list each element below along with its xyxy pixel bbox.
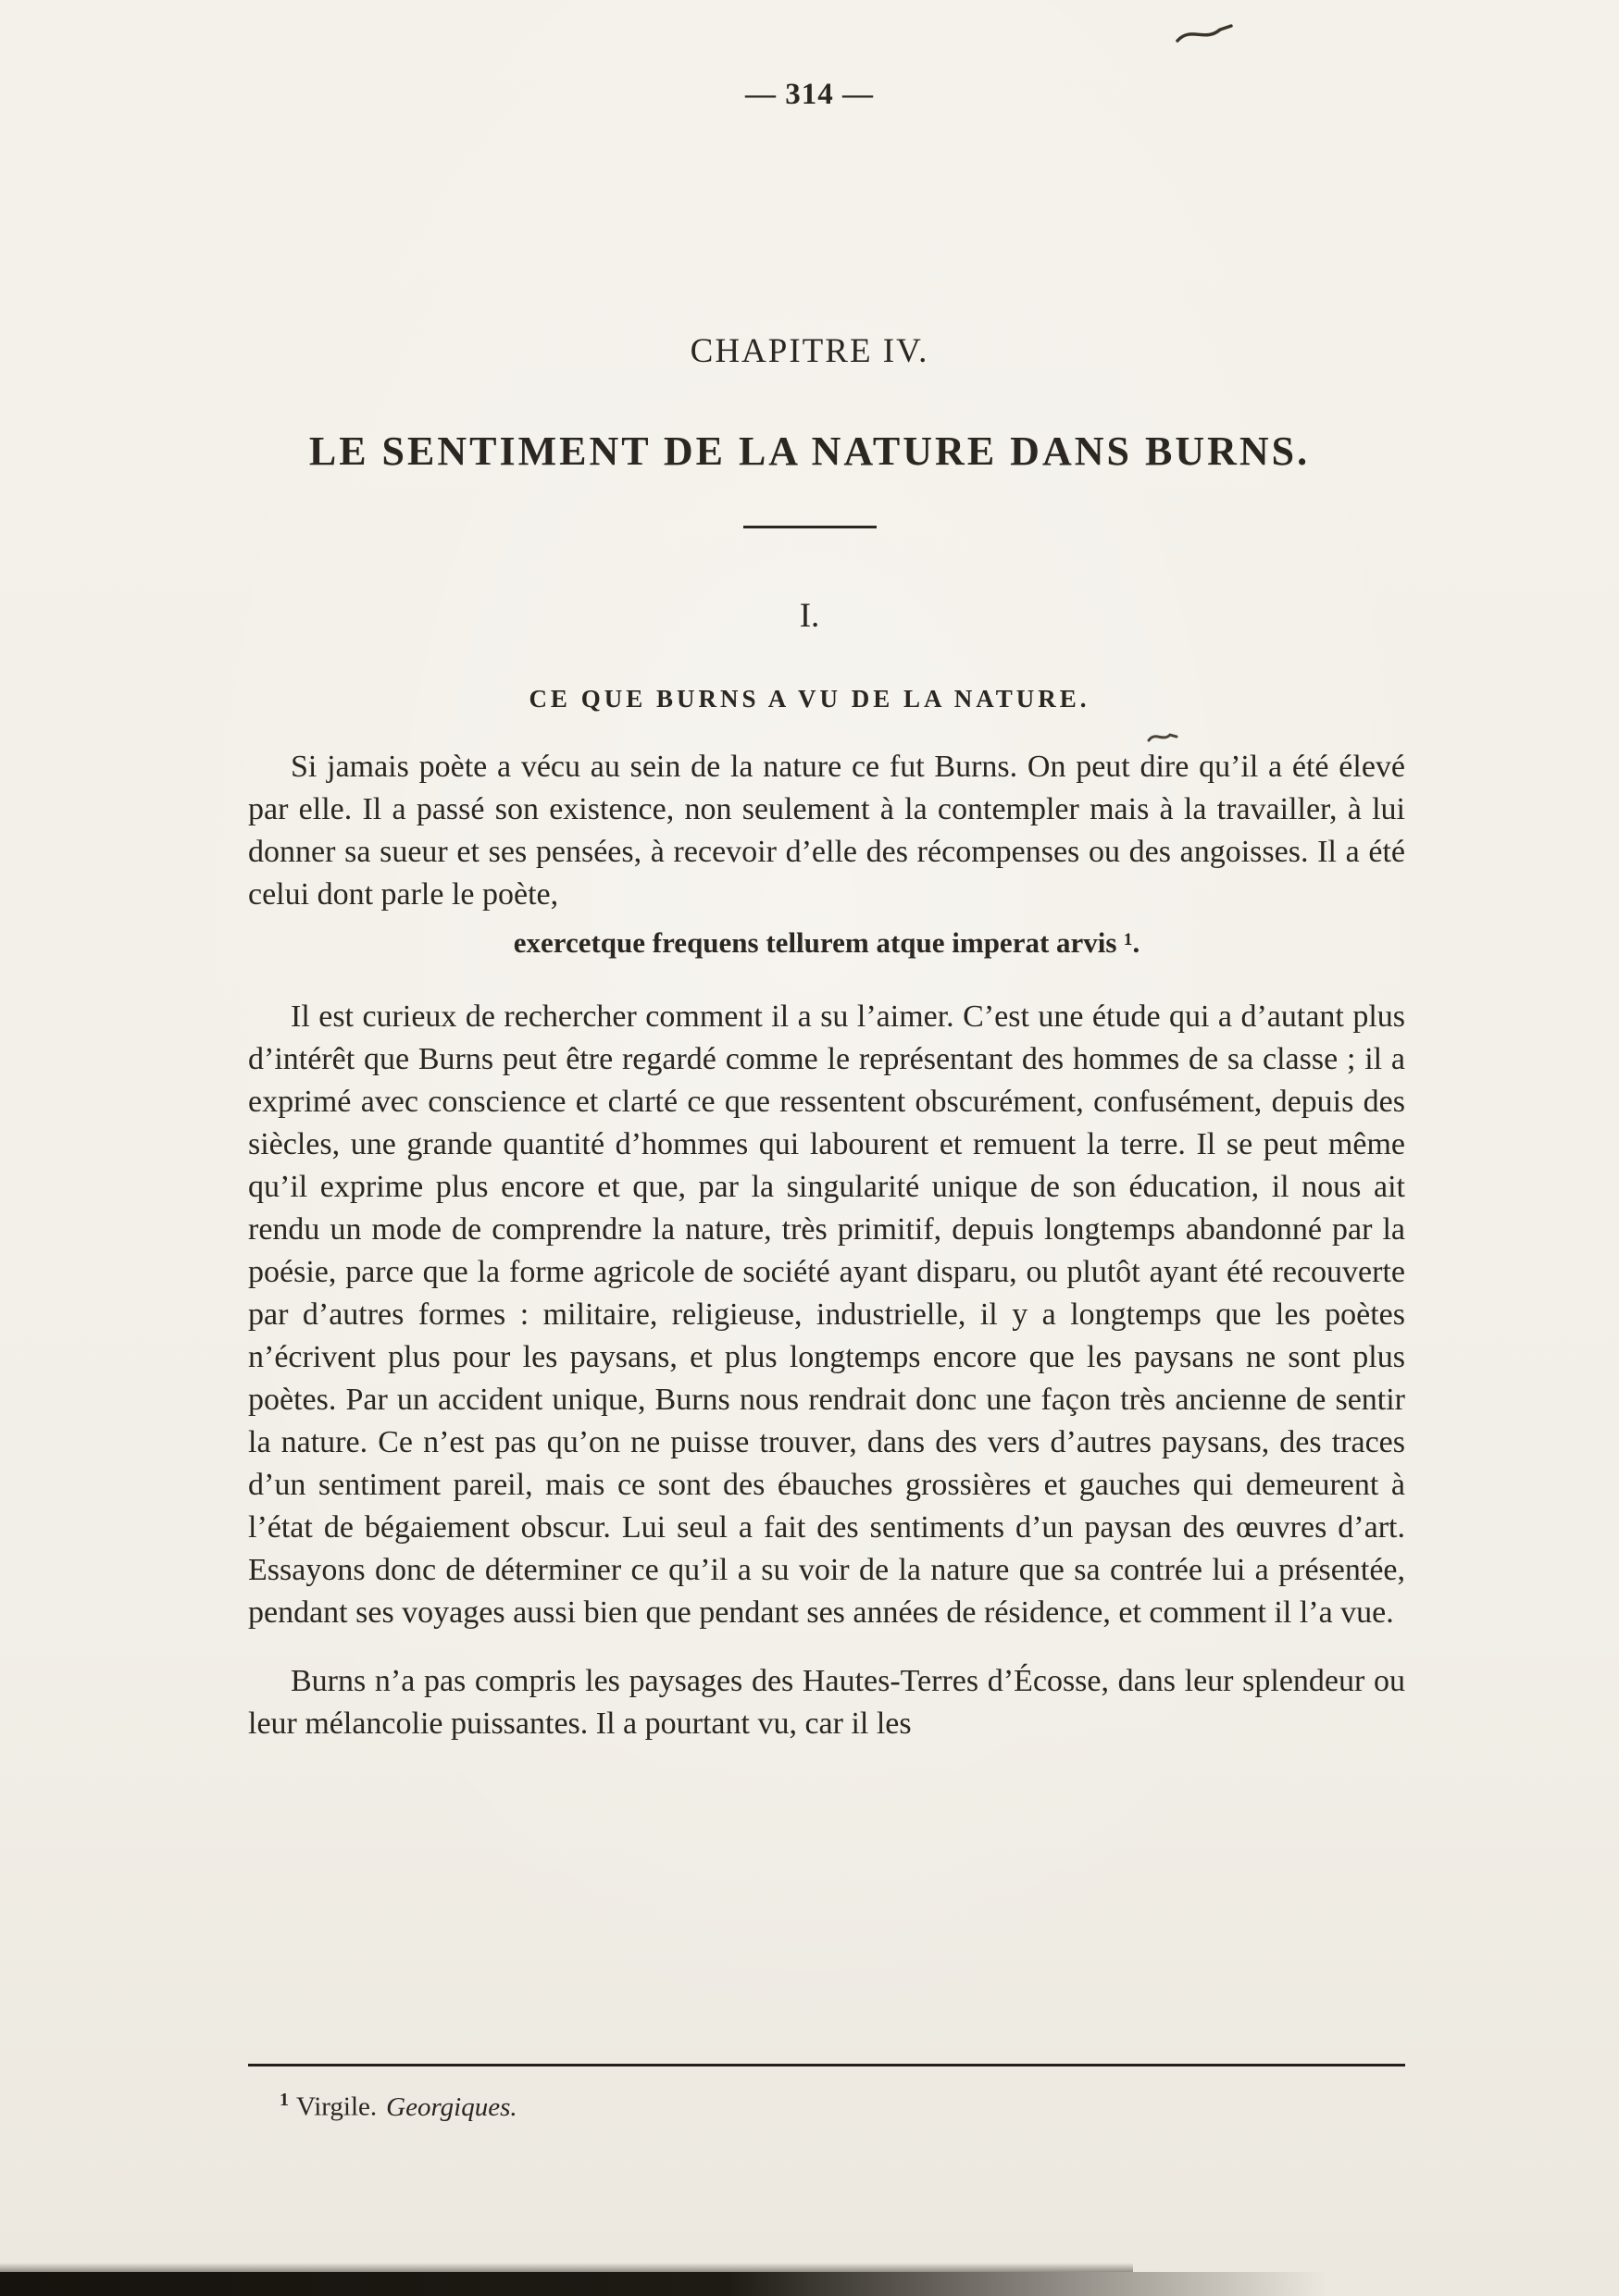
title-divider — [743, 526, 877, 528]
footnote-divider — [248, 2064, 1405, 2066]
body-text — [248, 746, 1405, 1771]
chapter-heading: CHAPITRE IV. — [690, 332, 929, 370]
paragraph-1: Si jamais poète a vécu au sein de la nature ce fut Burns. On peut dire qu’il a été élevé par elle. Il a passé son existence, non seulement à la contempler mais à la travailler, à lui donner sa sueur et ses pensées, à recevoir d’elle des récompenses ou des angoisses. Il a été celui dont parle le poète, — [248, 750, 1405, 912]
footnote — [280, 2090, 517, 2123]
ink-tilde-mark — [1146, 729, 1179, 746]
ink-squiggle-mark — [1174, 22, 1235, 48]
chapter-title: LE SENTIMENT DE LA NATURE DANS BURNS. — [308, 428, 1311, 474]
footnote-author: Virgile. — [296, 2091, 378, 2122]
footnote-marker: 1 — [280, 2090, 289, 2110]
paragraph-2: Il est curieux de rechercher comment il a su l’aimer. C’est une étude qui a d’autant plus d’intérêt que Burns peut être regardé comme le représentant des hommes de sa classe ; il a exprimé avec conscience et clarté ce que ressentent obscurément, confusément, depuis des siècles, une grande quantité d’hommes qui labourent et remuent la terre. Il se peut même qu’il exprime plus encore et que, par la singularité unique de son éducation, il nous ait rendu un mode de comprendre la nature, très primitif, depuis longtemps abandonné par la poésie, parce que la forme agricole de société ayant disparu, ou plutôt ayant été recouverte par d’autres formes : militaire, religieuse, industrielle, il y a longtemps que les poètes n’écrivent plus pour les paysans, et plus longtemps encore que les paysans ne sont plus poètes. Par un accident unique, Burns nous rendrait donc une façon très ancienne de sentir la nature. Ce n’est pas qu’on ne puisse trouver, dans des vers d’autres paysans, des traces d’un sentiment pareil, mais ce sont des ébauches grossières et gauches qui demeurent à l’état de bégaiement obscur. Lui seul a fait des sentiments d’un paysan des œuvres d’art. Essayons donc de déterminer ce qu’il a su voir de la nature que sa contrée lui a présentée, pendant ses voyages aussi bien que pendant ses années de résidence, et comment il l’a vue. — [248, 999, 1405, 1630]
paragraph-3: Burns n’a pas compris les paysages des Hautes-Terres d’Écosse, dans leur splendeur ou leur mélancolie puissantes. Il a pourtant vu, car il les — [248, 1664, 1405, 1741]
scan-edge-shadow — [0, 2272, 1619, 2296]
footnote-work: Georgiques. — [386, 2091, 517, 2122]
latin-quote: exercetque frequens tellurem atque imperat arvis ¹. — [513, 926, 1140, 959]
section-number: I. — [799, 597, 820, 635]
page-number: — 314 — — [745, 78, 874, 111]
section-title: CE QUE BURNS A VU DE LA NATURE. — [529, 685, 1090, 713]
